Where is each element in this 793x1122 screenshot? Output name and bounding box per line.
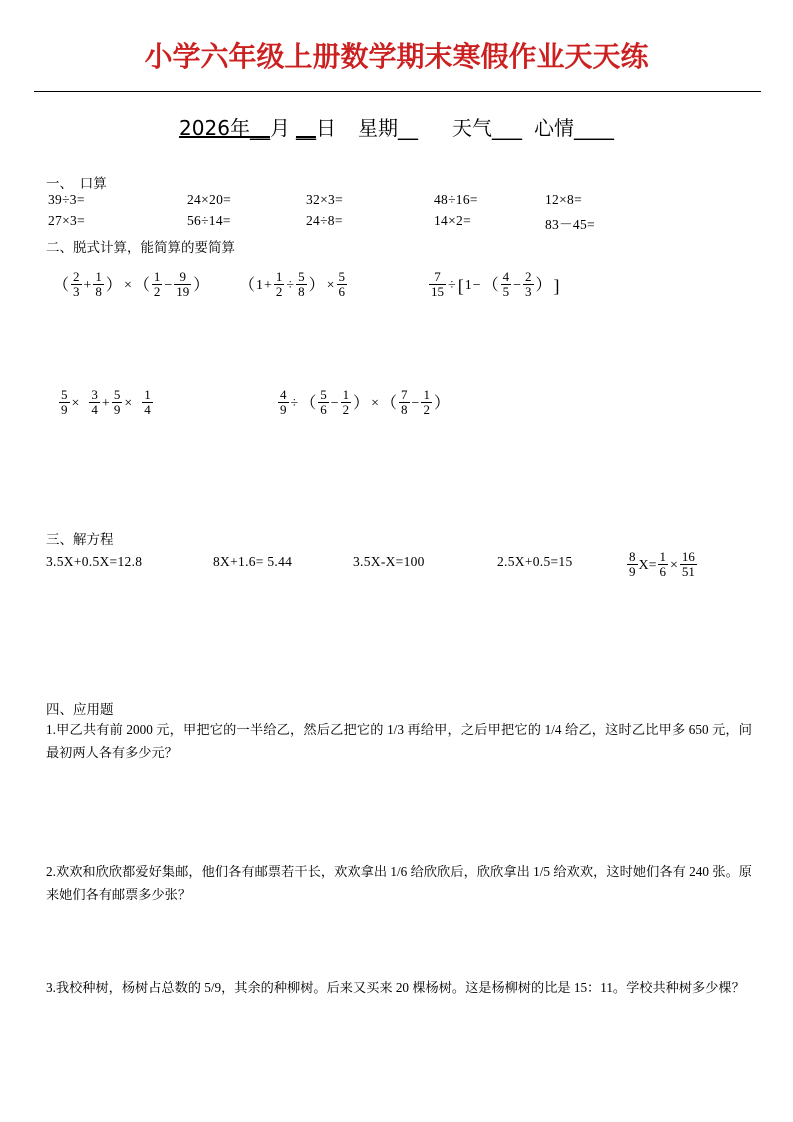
date-day-blank[interactable]: __: [295, 116, 316, 140]
date-day-label: 日: [315, 116, 336, 140]
operator-divide: ÷: [448, 278, 456, 294]
date-month-blank[interactable]: __: [249, 116, 270, 140]
operator-minus: −: [164, 278, 173, 294]
fraction-9-19: $\frac{9}{19}$: [176, 268, 190, 299]
date-mood[interactable]: 心情____: [533, 116, 614, 140]
date-month-label: 月: [269, 116, 290, 140]
oral-problem-1-3[interactable]: 32×3=: [306, 192, 343, 207]
fraction-2-3: $\frac{2}{3}$: [73, 268, 80, 299]
fraction-1-2: $\frac{1}{2}$: [153, 268, 161, 299]
section-heading-1: 一、 口算: [46, 176, 107, 191]
operator-plus: +: [101, 396, 110, 412]
literal-one: 1: [256, 278, 264, 294]
fraction-1-2-b: $\frac{1}{2}$: [423, 386, 430, 417]
page-title-container: [0, 42, 793, 73]
equation-1[interactable]: 3.5X+0.5X=12.8: [46, 554, 143, 569]
expression-3[interactable]: [428, 268, 561, 301]
fraction-4-5: $\frac{4}{5}$: [502, 268, 510, 299]
paren-open: （: [53, 277, 70, 295]
fraction-16-51: $\frac{16}{51}$: [681, 548, 695, 579]
oral-problem-2-3[interactable]: 24÷8=: [306, 213, 343, 228]
fraction-1-4: $\frac{1}{4}$: [144, 386, 151, 417]
fraction-1-6: $\frac{1}{6}$: [659, 548, 667, 579]
fraction-1-2: $\frac{1}{2}$: [342, 386, 350, 417]
oral-problem-1-5[interactable]: 12×8=: [545, 192, 582, 207]
word-problem-2[interactable]: 2.欢欢和欣欣都爱好集邮，他们各有邮票若干长，欢欢拿出 1/6 给欣欣后，欣欣拿出 1/5 给欢欢，这时她们各有 240 张。原来她们各有邮票多少张？: [46, 864, 752, 902]
date-weekday[interactable]: 星期__: [357, 116, 418, 140]
fraction-5-9: $\frac{5}{9}$: [61, 386, 68, 417]
expression-4[interactable]: [58, 386, 154, 419]
paren-open: （: [300, 395, 317, 413]
operator-divide: ÷: [290, 396, 299, 412]
oral-calc-row-2: [48, 213, 748, 232]
operator-times: ×: [326, 278, 335, 294]
paren-close: ）: [535, 277, 552, 295]
word-problem-1[interactable]: 1.甲乙共有前 2000 元，甲把它的一半给乙，然后乙把它的 1/3 再给甲，之后甲把它的 1/4 给乙，这时乙比甲多 650 元，问最初两人各有多少元？: [46, 722, 752, 760]
equation-3[interactable]: 3.5X-X=100: [353, 554, 425, 569]
fraction-5-8: $\frac{5}{8}$: [298, 268, 305, 299]
oral-problem-1-4[interactable]: 48÷16=: [434, 192, 478, 207]
date-line: [0, 112, 793, 141]
oral-problem-2-5[interactable]: 83－45=: [545, 217, 595, 232]
fraction-5-6: $\frac{5}{6}$: [320, 386, 327, 417]
paren-open-2: （: [133, 277, 150, 295]
fraction-5-9-2: $\frac{5}{9}$: [113, 386, 121, 417]
paren-close: ）: [353, 395, 370, 413]
page-title: 小学六年级上册数学期末寒假作业天天练: [144, 40, 649, 73]
equation-5[interactable]: [626, 548, 698, 581]
operator-times: ×: [670, 558, 678, 574]
oral-problem-2-2[interactable]: 56÷14=: [187, 213, 231, 228]
fraction-7-8: $\frac{7}{8}$: [401, 386, 408, 417]
operator-times: ×: [71, 396, 80, 412]
expression-5[interactable]: [277, 386, 451, 419]
fraction-4-9: $\frac{4}{9}$: [280, 386, 287, 417]
oral-calc-row-1: [48, 192, 748, 211]
section-heading-3: 三、解方程: [46, 532, 114, 547]
equation-4[interactable]: 2.5X+0.5=15: [497, 554, 573, 569]
bracket-open: [: [457, 276, 464, 297]
operator-minus: −: [472, 278, 481, 294]
fraction-5-6: $\frac{5}{6}$: [338, 268, 346, 299]
operator-times: ×: [371, 396, 380, 412]
word-problem-3[interactable]: 3.我校种树，杨树占总数的 5/9，其余的种柳树。后来又买来 20 棵杨树。这是杨柳树的比是 15：11。学校共种树多少棵？: [46, 980, 745, 995]
section-heading-4: 四、应用题: [46, 702, 114, 717]
date-weather[interactable]: 天气___: [451, 116, 522, 140]
oral-problem-2-1[interactable]: 27×3=: [48, 213, 85, 228]
paren-open: （: [239, 277, 256, 295]
operator-plus: +: [83, 278, 92, 294]
oral-problem-1-2[interactable]: 24×20=: [187, 192, 232, 207]
paren-close-2: ）: [433, 395, 450, 413]
operator-minus-2: −: [513, 278, 522, 294]
operator-times-2: ×: [124, 396, 133, 412]
date-year[interactable]: 2026年: [179, 116, 250, 140]
section-heading-2: 二、脱式计算，能简算的要简算: [46, 240, 235, 255]
operator-plus: +: [264, 278, 272, 294]
paren-open-2: （: [381, 395, 398, 413]
paren-close: ）: [105, 277, 122, 295]
equation-2[interactable]: 8X+1.6= 5.44: [213, 554, 293, 569]
expression-2[interactable]: [238, 268, 348, 301]
title-divider: [34, 91, 761, 92]
fraction-1-8: $\frac{1}{8}$: [95, 268, 102, 299]
fraction-8-9: $\frac{8}{9}$: [629, 548, 636, 579]
operator-minus: −: [330, 396, 339, 412]
fraction-3-4: $\frac{3}{4}$: [91, 386, 98, 417]
fraction-7-15: $\frac{7}{15}$: [431, 268, 444, 299]
fraction-1-2: $\frac{1}{2}$: [275, 268, 283, 299]
operator-divide: ÷: [286, 278, 295, 294]
paren-close-2: ）: [193, 277, 210, 295]
operator-minus-2: −: [411, 396, 420, 412]
paren-open: （: [482, 277, 499, 295]
oral-problem-1-1[interactable]: 39÷3=: [48, 192, 85, 207]
variable-x-equals: X=: [638, 558, 657, 574]
bracket-close: ]: [553, 276, 560, 297]
paren-close: ）: [308, 277, 325, 295]
oral-problem-2-4[interactable]: 14×2=: [434, 213, 471, 228]
operator-times: ×: [123, 278, 132, 294]
literal-one: 1: [464, 278, 472, 294]
fraction-2-3: $\frac{2}{3}$: [525, 268, 532, 299]
expression-1[interactable]: [52, 268, 210, 301]
